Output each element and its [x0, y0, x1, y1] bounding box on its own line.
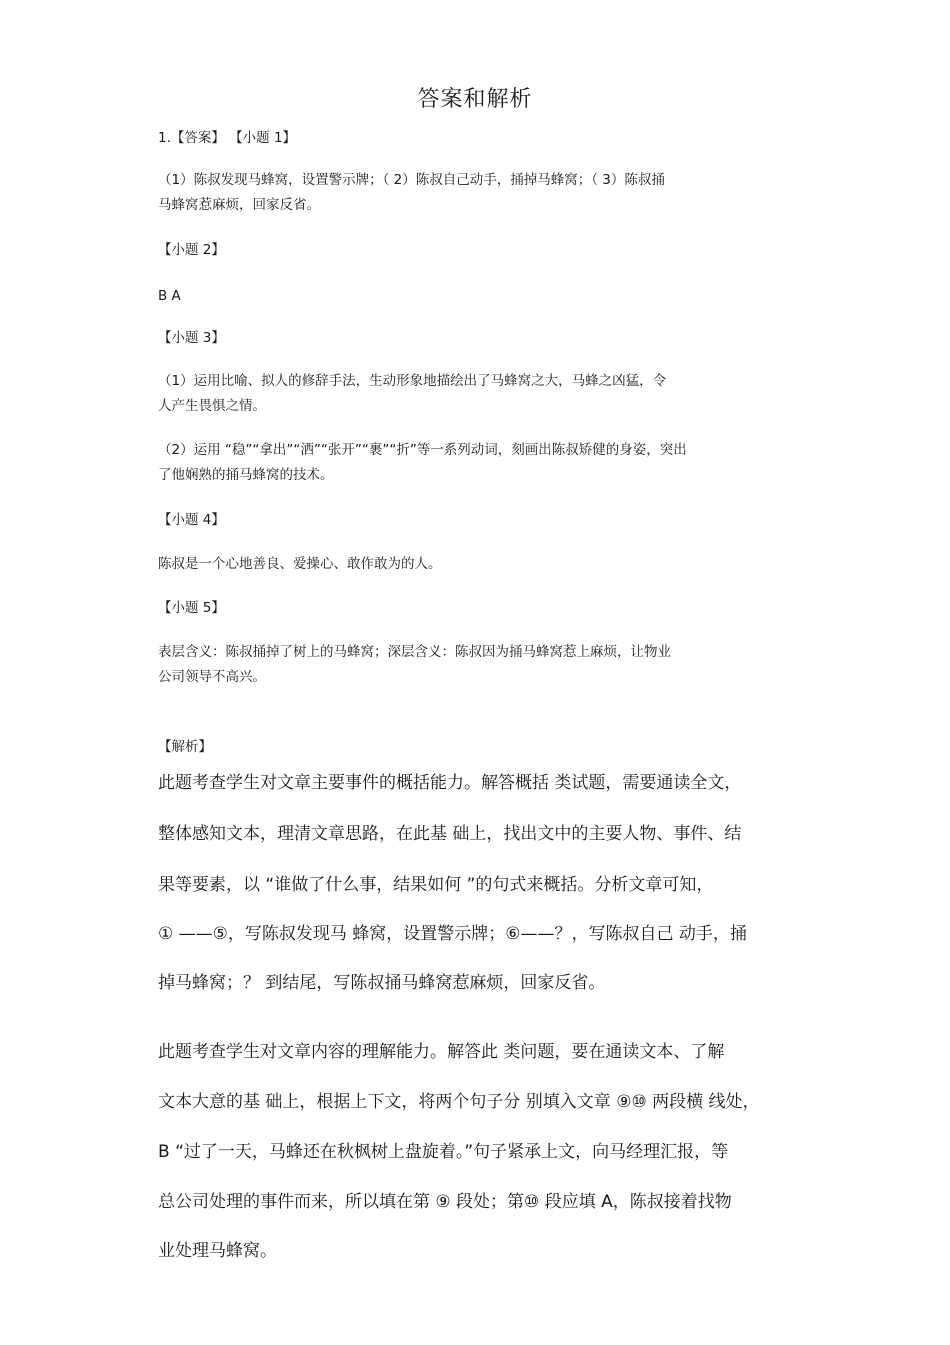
q3-part2-line-1: （2）运用 “稳”“拿出”“洒”“张开”“裹”“折”等一系列动词，刻画出陈叔矫健的身姿，突出 — [158, 442, 687, 458]
analysis-p2-line: 业处理马蜂窝。 — [158, 1241, 277, 1261]
q2-answer: B A — [158, 288, 181, 304]
q5-answer-line-2: 公司领导不高兴。 — [158, 669, 266, 685]
q5-answer-line-1: 表层含义：陈叔捅掉了树上的马蜂窝；深层含义：陈叔因为捅马蜂窝惹上麻烦，让物业 — [158, 644, 671, 660]
answer-heading: 1.【答案】 【小题 1】 — [158, 130, 297, 146]
analysis-p2-line: 此题考查学生对文章内容的理解能力。解答此 类问题，要在通读文本、了解 — [158, 1042, 725, 1062]
q4-answer: 陈叔是一个心地善良、爱操心、敢作敢为的人。 — [158, 556, 442, 572]
analysis-p1-line: 果等要素，以 “谁做了什么事，结果如何 ”的句式来概括。分析文章可知， — [158, 875, 714, 895]
analysis-p1-line: 此题考查学生对文章主要事件的概括能力。解答概括 类试题，需要通读全文， — [158, 773, 742, 793]
q1-answer-line-1: （1）陈叔发现马蜂窝，设置警示牌；（ 2）陈叔自己动手，捅掉马蜂窝；（ 3）陈叔捅 — [158, 172, 665, 188]
analysis-p2-line: 文本大意的基 础上，根据上下文，将两个句子分 别填入文章 ⑨⑩ 两段横 线处， — [158, 1092, 760, 1112]
q3-heading: 【小题 3】 — [158, 330, 225, 346]
q3-part1-line-2: 人产生畏惧之情。 — [158, 398, 266, 414]
document-title: 答案和解析 — [417, 87, 533, 112]
analysis-p1-line: ① ——⑤，写陈叔发现马 蜂窝，设置警示牌；⑥——？，写陈叔自己 动手，捅 — [158, 924, 747, 944]
analysis-p2-line: B “过了一天，马蜂还在秋枫树上盘旋着。”句子紧承上文，向马经理汇报，等 — [158, 1142, 729, 1162]
q3-part1-line-1: （1）运用比喻、拟人的修辞手法，生动形象地描绘出了马蜂窝之大，马蜂之凶猛，令 — [158, 373, 667, 389]
analysis-p1-line: 掉马蜂窝；？ 到结尾，写陈叔捅马蜂窝惹麻烦，回家反省。 — [158, 973, 606, 993]
analysis-p2-line: 总公司处理的事件而来，所以填在第 ⑨ 段处；第⑩ 段应填 A，陈叔接着找物 — [158, 1192, 732, 1212]
analysis-p1-line: 整体感知文本，理清文章思路，在此基 础上，找出文中的主要人物、事件、结 — [158, 824, 742, 844]
q4-heading: 【小题 4】 — [158, 512, 225, 528]
q1-answer-line-2: 马蜂窝惹麻烦，回家反省。 — [158, 197, 320, 213]
q3-part2-line-2: 了他娴熟的捅马蜂窝的技术。 — [158, 467, 334, 483]
q2-heading: 【小题 2】 — [158, 242, 225, 258]
analysis-heading: 【解析】 — [158, 739, 212, 755]
q5-heading: 【小题 5】 — [158, 600, 225, 616]
